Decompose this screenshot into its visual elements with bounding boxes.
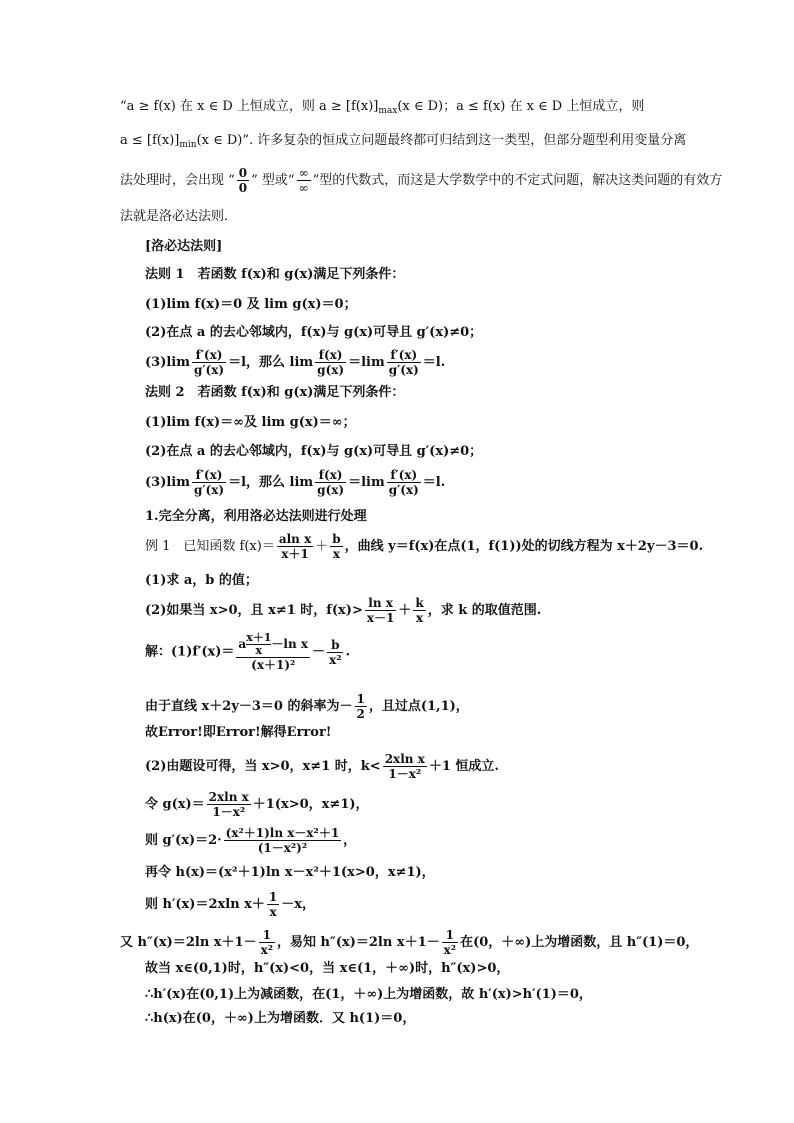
part2-line-1: (2)由题设可得，当 x>0，x≠1 时，k< $\frac{\text{2xln x}}{\text{1－x²}}$ ＋1 恒成立. [145, 752, 499, 781]
question-1: (1)求 a，b 的值； [145, 573, 258, 588]
rule2-condition-2: (2)在点 a 的去心邻域内，f(x)与 g(x)可导且 g′(x)≠0； [145, 444, 483, 459]
h-second-derivative: 又 h″(x)＝2ln x＋1－ $\frac{1}{\text{x²}}$ ，易知 h″(x)＝2ln x＋1－ $\frac{1}{\text{x²}}$ 在(0，＋∞)上为增函数，且 h″(1)＝0， [120, 928, 699, 957]
rule2-title: 法则 2 若函数 f(x)和 g(x)满足下列条件： [145, 385, 405, 400]
result-line-1: 故当 x∈(0,1)时，h″(x)<0，当 x∈(1，＋∞)时，h″(x)>0， [145, 961, 510, 976]
rule1-condition-1: (1)lim f(x)＝0 及 lim g(x)＝0； [145, 297, 357, 312]
intro-line-2: $a \le [f(x)]_{min}(x$ ∈ D)”. 许多复杂的恒成立问题最终都可归结到这一类型，但部分题型利用变量分离 [120, 133, 687, 150]
result-line-3: ∴h(x)在(0，＋∞)上为增函数．又 h(1)＝0， [145, 1011, 416, 1026]
solution-line-1: 解：(1)f′(x)＝ a $\frac{x+1}{x}$ －ln x (x＋1)² － $\frac{b}{\text{x²}}$ . [145, 631, 351, 672]
define-g: 令 g(x)＝ $\frac{\text{2xln x}}{\text{1－x²}}$ ＋1(x>0，x≠1)， [145, 790, 369, 819]
rule1-condition-2: (2)在点 a 的去心邻域内，f(x)与 g(x)可导且 g′(x)≠0； [145, 325, 483, 340]
section-heading: [洛必达法则] [145, 239, 223, 254]
intro-line-4: 法就是洛必达法则． [120, 209, 238, 224]
result-line-2: ∴h′(x)在(0,1)上为减函数，在(1，＋∞)上为增函数，故 h′(x)>h′(1)＝0， [145, 987, 592, 1002]
rule2-condition-1: (1)lim f(x)＝∞及 lim g(x)＝∞； [145, 415, 356, 430]
define-h: 再令 h(x)＝(x²＋1)ln x－x²＋1(x>0，x≠1)， [145, 865, 435, 880]
error-line: 故Error!即Error!解得Error! [145, 725, 332, 740]
intro-line-3: 法处理时，会出现 “ $\frac{0}{0}$ ” 型或“ $\frac{\infty}{\infty}$ ”型的代数式，而这是大学数学中的不定式问题，解决这类问题的有效方 [120, 166, 723, 195]
rule2-condition-3: (3)lim $\frac{f'(x)}{g'(x)}$ ＝l，那么 lim $\frac{f(x)}{g(x)}$ ＝lim $\frac{f'(x)}{g'(x)}$ ＝l. [145, 468, 446, 497]
rule1-title: 法则 1 若函数 f(x)和 g(x)满足下列条件： [145, 267, 405, 282]
g-derivative: 则 g′(x)＝2· $\frac{\text{(x²＋1)ln x－x²＋1}}{\text{(1－x²)²}}$ ， [145, 826, 357, 855]
h-derivative: 则 h′(x)＝2xln x＋ $\frac{1}{x}$ －x， [145, 890, 316, 919]
intro-line-1: “a ≥ f(x) 在 x ∈ D 上恒成立，则 $a \ge [f(x)]_{max}(x$ ∈ D)；a ≤ f(x) 在 x ∈ D 上恒成立，则 [120, 99, 645, 116]
heading-method-1: 1.完全分离，利用洛必达法则进行处理 [145, 509, 367, 524]
example-1: 例 1 已知函数 f(x)＝ $\frac{\text{aln x}}{x+1}$ ＋ $\frac{b}{x}$ ，曲线 y＝f(x)在点(1，f(1))处的切线方程为 x＋2y－3＝0. [145, 532, 704, 561]
question-2: (2)如果当 x>0，且 x≠1 时，f(x)> $\frac{\text{ln x}}{x-1}$ ＋ $\frac{k}{x}$ ，求 k 的取值范围. [145, 596, 542, 625]
rule1-condition-3: (3)lim $\frac{f'(x)}{g'(x)}$ ＝l，那么 lim $\frac{f(x)}{g(x)}$ ＝lim $\frac{f'(x)}{g'(x)}$ ＝l. [145, 348, 446, 377]
slope-line: 由于直线 x＋2y－3＝0 的斜率为－ $\frac{1}{2}$ ，且过点(1,1)， [145, 692, 469, 721]
